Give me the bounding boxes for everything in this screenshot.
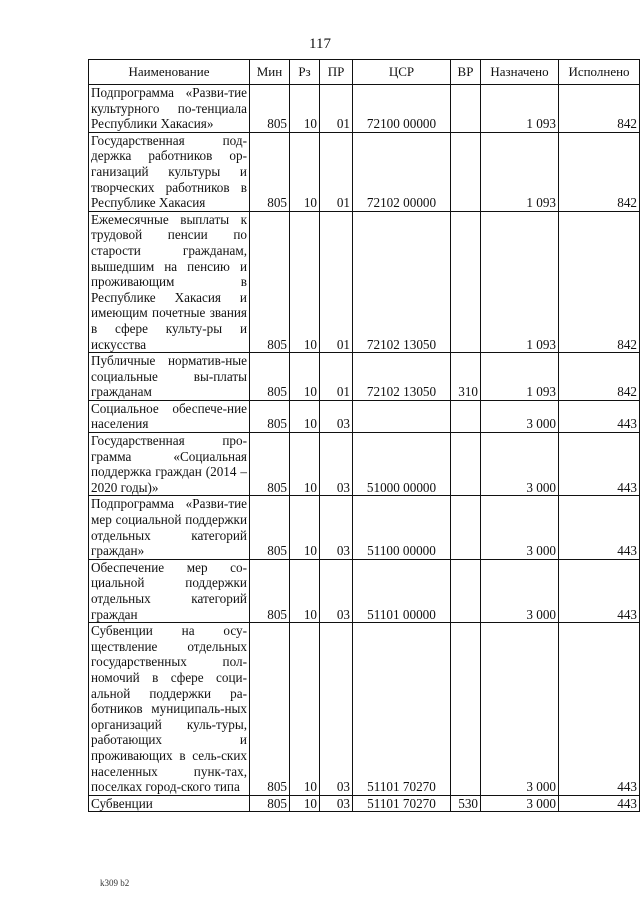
row-rz: 10 bbox=[290, 433, 320, 496]
header-vr: ВР bbox=[451, 60, 481, 85]
row-pr: 03 bbox=[320, 496, 353, 559]
row-vr bbox=[451, 559, 481, 622]
row-vr bbox=[451, 496, 481, 559]
row-name: Субвенции bbox=[89, 795, 250, 812]
table-row bbox=[89, 795, 640, 812]
row-executed: 443 bbox=[559, 496, 640, 559]
row-csr: 51101 00000 bbox=[353, 559, 451, 622]
header-csr: ЦСР bbox=[353, 60, 451, 85]
header-min: Мин bbox=[250, 60, 290, 85]
row-csr: 51101 70270 bbox=[353, 623, 451, 796]
table-header-row bbox=[89, 60, 640, 85]
row-pr: 01 bbox=[320, 132, 353, 211]
row-rz: 10 bbox=[290, 795, 320, 812]
row-assigned: 1 093 bbox=[481, 132, 559, 211]
row-vr bbox=[451, 85, 481, 133]
page-number: 117 bbox=[309, 36, 331, 52]
row-executed: 443 bbox=[559, 559, 640, 622]
row-vr bbox=[451, 623, 481, 796]
header-pr: ПР bbox=[320, 60, 353, 85]
row-executed: 443 bbox=[559, 795, 640, 812]
row-name: Государственная про-грамма «Социальная поддержка граждан (2014 – 2020 годы)» bbox=[89, 433, 250, 496]
row-assigned: 3 000 bbox=[481, 795, 559, 812]
header-assigned: Назначено bbox=[481, 60, 559, 85]
table-row bbox=[89, 623, 640, 796]
row-min: 805 bbox=[250, 85, 290, 133]
row-name: Социальное обеспече-ние населения bbox=[89, 400, 250, 432]
row-pr: 03 bbox=[320, 400, 353, 432]
row-name: Субвенции на осу-ществление отдельных государственных пол-номочий в сфере соци-альной поддержки ра-ботников муниципаль-ных организаций куль-туры, работающих и проживающих в сель-ских населенных пунк-тах, поселках город-ского типа bbox=[89, 623, 250, 796]
row-vr bbox=[451, 433, 481, 496]
row-vr bbox=[451, 132, 481, 211]
row-name: Подпрограмма «Разви-тие мер социальной поддержки отдельных категорий граждан» bbox=[89, 496, 250, 559]
header-executed: Исполнено bbox=[559, 60, 640, 85]
row-rz: 10 bbox=[290, 559, 320, 622]
row-csr: 72102 00000 bbox=[353, 132, 451, 211]
row-rz: 10 bbox=[290, 623, 320, 796]
row-min: 805 bbox=[250, 353, 290, 401]
row-rz: 10 bbox=[290, 211, 320, 352]
row-executed: 842 bbox=[559, 85, 640, 133]
row-assigned: 3 000 bbox=[481, 433, 559, 496]
row-min: 805 bbox=[250, 400, 290, 432]
row-csr bbox=[353, 400, 451, 432]
row-assigned: 1 093 bbox=[481, 353, 559, 401]
row-vr: 310 bbox=[451, 353, 481, 401]
row-assigned: 3 000 bbox=[481, 623, 559, 796]
row-csr: 51000 00000 bbox=[353, 433, 451, 496]
row-vr bbox=[451, 211, 481, 352]
row-executed: 842 bbox=[559, 211, 640, 352]
row-pr: 03 bbox=[320, 559, 353, 622]
row-csr: 72102 13050 bbox=[353, 353, 451, 401]
row-executed: 443 bbox=[559, 400, 640, 432]
row-rz: 10 bbox=[290, 132, 320, 211]
footer-code: k309 b2 bbox=[100, 878, 130, 888]
row-pr: 01 bbox=[320, 211, 353, 352]
table-row bbox=[89, 132, 640, 211]
row-rz: 10 bbox=[290, 353, 320, 401]
row-pr: 03 bbox=[320, 433, 353, 496]
row-rz: 10 bbox=[290, 400, 320, 432]
row-min: 805 bbox=[250, 211, 290, 352]
header-name: Наименование bbox=[89, 60, 250, 85]
table-row bbox=[89, 433, 640, 496]
row-executed: 443 bbox=[559, 433, 640, 496]
row-pr: 01 bbox=[320, 353, 353, 401]
row-min: 805 bbox=[250, 433, 290, 496]
row-vr: 530 bbox=[451, 795, 481, 812]
row-csr: 51101 70270 bbox=[353, 795, 451, 812]
row-name: Публичные норматив-ные социальные вы-платы гражданам bbox=[89, 353, 250, 401]
row-pr: 03 bbox=[320, 623, 353, 796]
row-assigned: 3 000 bbox=[481, 496, 559, 559]
header-rz: Рз bbox=[290, 60, 320, 85]
row-min: 805 bbox=[250, 559, 290, 622]
row-executed: 842 bbox=[559, 132, 640, 211]
row-assigned: 1 093 bbox=[481, 211, 559, 352]
row-executed: 842 bbox=[559, 353, 640, 401]
row-rz: 10 bbox=[290, 496, 320, 559]
row-assigned: 3 000 bbox=[481, 559, 559, 622]
row-min: 805 bbox=[250, 623, 290, 796]
row-min: 805 bbox=[250, 795, 290, 812]
row-name: Ежемесячные выплаты к трудовой пенсии по старости гражданам, вышедшим на пенсию и проживающим в Республике Хакасия и имеющим почетные звания в сфере культу-ры и искусства bbox=[89, 211, 250, 352]
row-assigned: 3 000 bbox=[481, 400, 559, 432]
row-assigned: 1 093 bbox=[481, 85, 559, 133]
table-row bbox=[89, 496, 640, 559]
row-min: 805 bbox=[250, 132, 290, 211]
table-row bbox=[89, 211, 640, 352]
row-csr: 72102 13050 bbox=[353, 211, 451, 352]
row-pr: 03 bbox=[320, 795, 353, 812]
row-name: Государственная под-держка работников ор-ганизаций культуры и творческих работников в Республике Хакасия bbox=[89, 132, 250, 211]
row-pr: 01 bbox=[320, 85, 353, 133]
row-csr: 51100 00000 bbox=[353, 496, 451, 559]
row-min: 805 bbox=[250, 496, 290, 559]
table-row bbox=[89, 353, 640, 401]
row-executed: 443 bbox=[559, 623, 640, 796]
budget-table bbox=[88, 59, 640, 812]
row-csr: 72100 00000 bbox=[353, 85, 451, 133]
row-vr bbox=[451, 400, 481, 432]
row-name: Обеспечение мер со-циальной поддержки отдельных категорий граждан bbox=[89, 559, 250, 622]
table-row bbox=[89, 559, 640, 622]
row-rz: 10 bbox=[290, 85, 320, 133]
table-row bbox=[89, 85, 640, 133]
row-name: Подпрограмма «Разви-тие культурного по-тенциала Республики Хакасия» bbox=[89, 85, 250, 133]
table-row bbox=[89, 400, 640, 432]
